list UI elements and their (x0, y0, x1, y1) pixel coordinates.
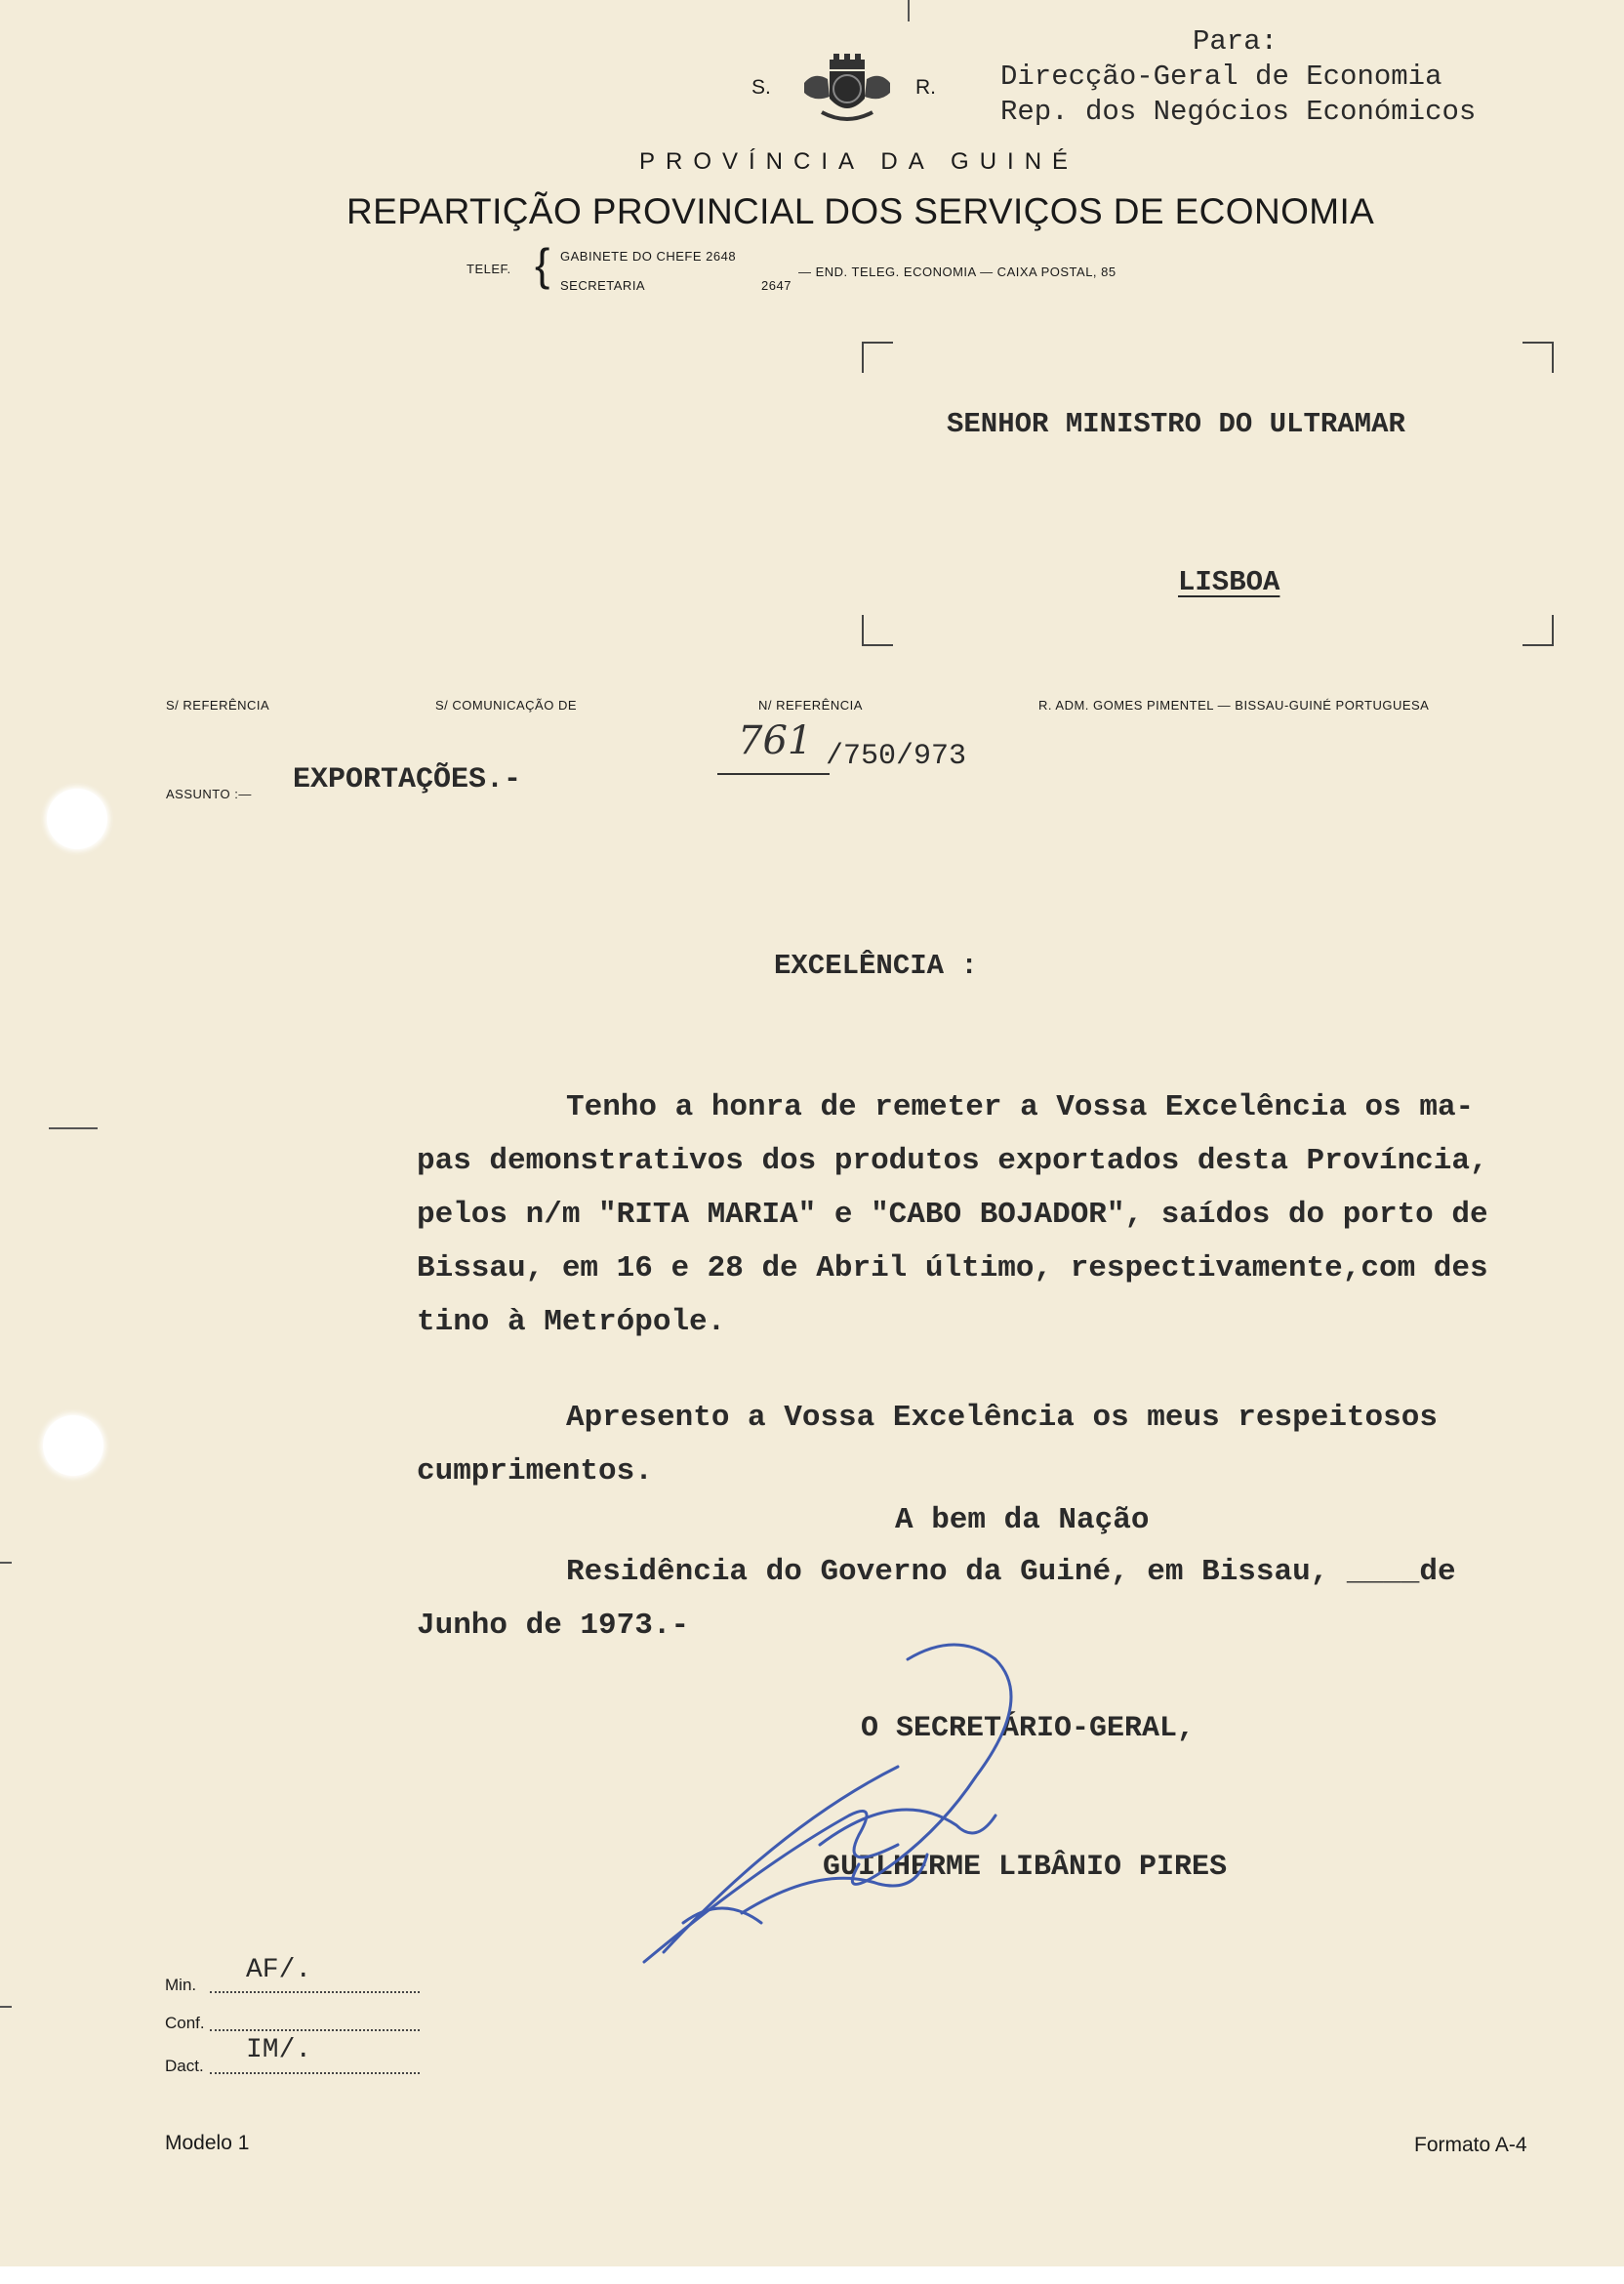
reference-underline (717, 773, 830, 775)
para1-line-2: pas demonstrativos dos produtos exportados desta Província, (417, 1144, 1488, 1178)
bottom-edge (0, 2266, 1624, 2284)
min-value: AF/. (246, 1955, 312, 1985)
para1-line-5: tino à Metrópole. (417, 1305, 726, 1339)
dact-label: Dact. (165, 2057, 204, 2075)
signature-name: GUILHERME LIBÂNIO PIRES (823, 1851, 1228, 1884)
telegraph-address: — END. TELEG. ECONOMIA — CAIXA POSTAL, 85 (798, 265, 1116, 279)
brace-icon: { (535, 239, 550, 290)
salutation: EXCELÊNCIA : (774, 950, 978, 982)
conf-line (210, 2029, 420, 2031)
phone-line-1: GABINETE DO CHEFE 2648 (560, 249, 737, 264)
para1-line-4: Bissau, em 16 e 28 de Abril último, respectivamente,com des (417, 1251, 1488, 1285)
office-address: R. ADM. GOMES PIMENTEL — BISSAU-GUINÉ PORTUGUESA (1038, 698, 1430, 713)
stamp-line-2: Rep. dos Negócios Económicos (1000, 96, 1477, 128)
paragraph-1 (417, 1081, 1488, 1349)
margin-mark-1 (49, 1127, 98, 1129)
province-title: PROVÍNCIA DA GUINÉ (639, 148, 1079, 175)
window-corner-tl (862, 342, 893, 373)
para-label: Para: (1193, 25, 1279, 58)
conf-label: Conf. (165, 2014, 205, 2032)
punch-hole-bottom (43, 1415, 103, 1476)
top-tick (908, 0, 910, 21)
dact-line (210, 2072, 420, 2074)
reference-typed: /750/973 (826, 740, 967, 773)
handwritten-signature-icon (625, 1630, 1386, 1981)
phone-line-2-label: SECRETARIA (560, 278, 646, 293)
closing-date: Junho de 1973.- (417, 1609, 690, 1643)
para1-line-1: Tenho a honra de remeter a Vossa Excelência os ma- (566, 1090, 1475, 1124)
window-corner-tr (1522, 342, 1554, 373)
modelo-label: Modelo 1 (165, 2132, 250, 2154)
stamp-line-1: Direcção-Geral de Economia (1000, 61, 1442, 93)
paragraph-2 (417, 1391, 1438, 1498)
coat-of-arms-icon (800, 54, 894, 130)
margin-mark-3 (0, 2006, 12, 2008)
formato-label: Formato A-4 (1414, 2134, 1527, 2156)
assunto-label: ASSUNTO :— (166, 787, 252, 801)
recipient-line: SENHOR MINISTRO DO ULTRAMAR (947, 408, 1405, 440)
letterhead-r: R. (915, 76, 936, 99)
min-label: Min. (165, 1976, 197, 1994)
reference-handwritten: 761 (738, 718, 813, 763)
telef-label: TELEF. (467, 262, 511, 276)
closing-residence: Residência do Governo da Guiné, em Bissau, ____de (566, 1555, 1456, 1589)
department-title: REPARTIÇÃO PROVINCIAL DOS SERVIÇOS DE ECONOMIA (346, 191, 1375, 231)
signature-title: O SECRETÁRIO-GERAL, (861, 1712, 1196, 1745)
para1-line-3: pelos n/m "RITA MARIA" e "CABO BOJADOR", saídos do porto de (417, 1198, 1488, 1232)
min-line (210, 1991, 420, 1993)
recipient-city: LISBOA (1178, 566, 1280, 598)
para2-line-2: cumprimentos. (417, 1454, 653, 1489)
closing-nation: A bem da Nação (895, 1503, 1150, 1537)
window-corner-bl (862, 615, 893, 646)
assunto-value: EXPORTAÇÕES.- (293, 763, 522, 796)
para2-line-1: Apresento a Vossa Excelência os meus respeitosos (566, 1401, 1438, 1435)
letterhead-s: S. (751, 76, 771, 99)
n-referencia-label: N/ REFERÊNCIA (758, 698, 863, 713)
s-referencia-label: S/ REFERÊNCIA (166, 698, 270, 713)
window-corner-br (1522, 615, 1554, 646)
s-comunicacao-label: S/ COMUNICAÇÃO DE (435, 698, 578, 713)
phone-line-2-number: 2647 (761, 278, 792, 293)
margin-mark-2 (0, 1562, 12, 1564)
punch-hole-top (47, 789, 107, 849)
dact-value: IM/. (246, 2035, 312, 2065)
